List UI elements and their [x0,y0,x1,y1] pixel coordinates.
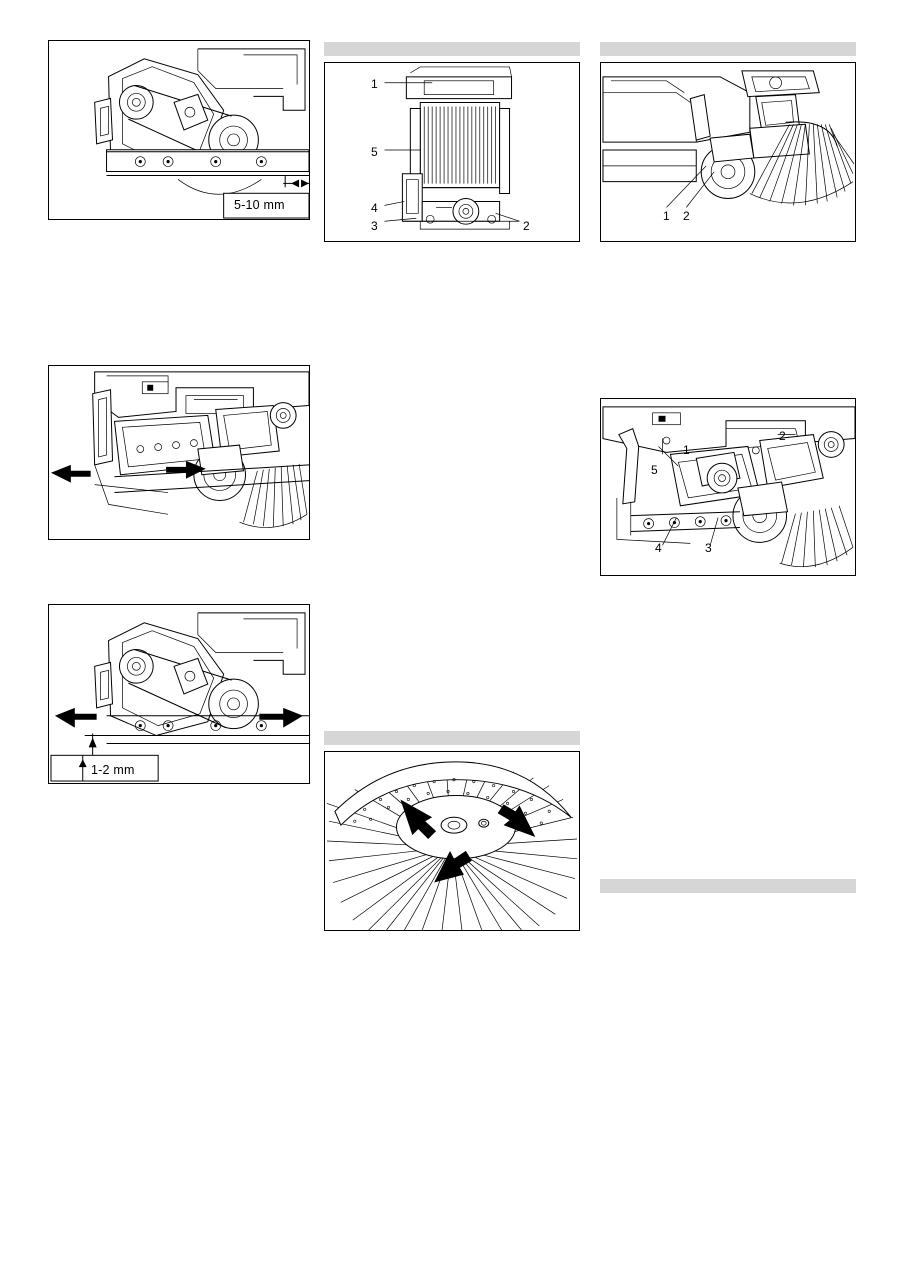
callout-1: 1 [371,77,378,91]
figure-brush-drive-assembly-right-middle [600,398,856,576]
callout-3: 3 [705,541,712,555]
callout-1: 1 [683,443,690,457]
figure-roller-brush-arrows-left-middle [48,365,310,540]
figure-side-brush-belt-detail-top-left [48,40,310,220]
figure-6-artwork [49,605,309,783]
dimension-label-5-10mm: 5-10 mm [234,198,285,212]
figure-4-artwork [49,366,309,539]
figure-filter-cartridge-assembly [324,62,580,242]
callout-2: 2 [779,429,786,443]
callout-5: 5 [371,145,378,159]
figure-3-artwork [601,63,855,241]
dimension-label-1-2mm: 1-2 mm [91,763,135,777]
figure-side-broom-wheel-view-right [600,62,856,242]
band-lower-right [600,879,856,893]
figure-side-broom-disc-mounting [324,751,580,931]
callout-4: 4 [655,541,662,555]
band-above-fig-7 [324,731,580,745]
callout-3: 3 [371,219,378,233]
callout-5: 5 [651,463,658,477]
band-above-fig-2 [324,42,580,56]
figure-7-artwork [325,752,579,930]
figure-1-artwork [49,41,309,219]
callout-2: 2 [683,209,690,223]
figure-5-artwork [601,399,855,575]
figure-2-artwork [325,63,579,241]
band-above-fig-3 [600,42,856,56]
callout-2: 2 [523,219,530,233]
figure-belt-adjustment-detail-lower-left [48,604,310,784]
callout-1: 1 [663,209,670,223]
callout-4: 4 [371,201,378,215]
